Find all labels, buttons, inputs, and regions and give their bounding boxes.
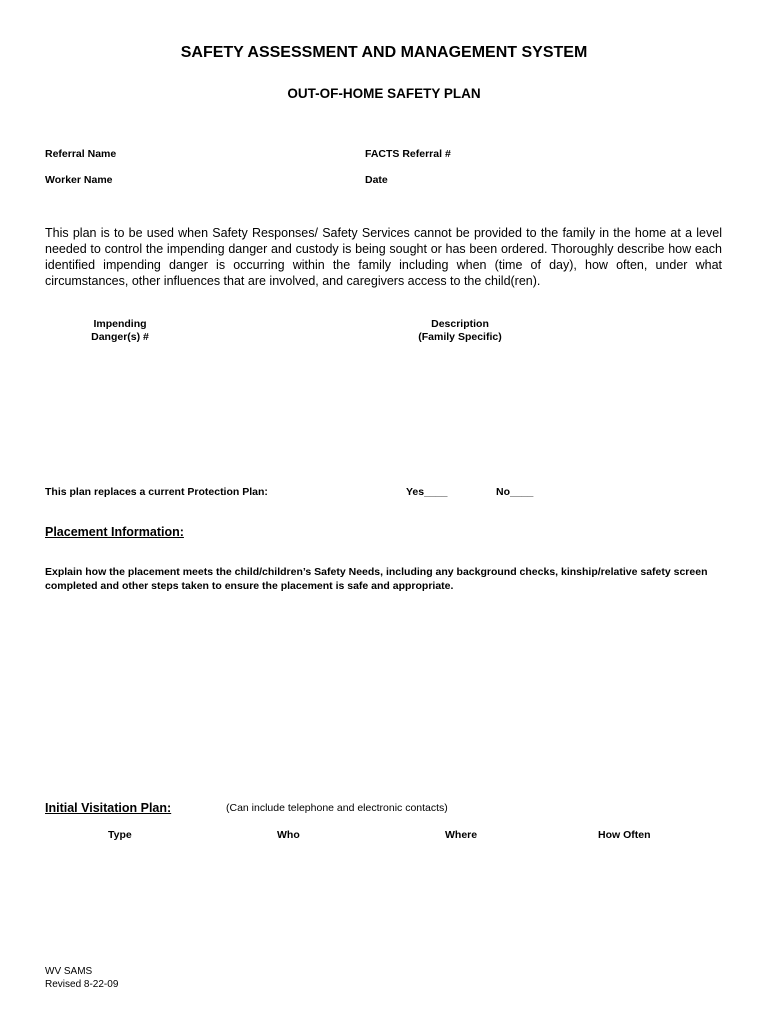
description-column-header [380,318,540,344]
visitation-column-type: Type [108,829,132,841]
referral-name-label: Referral Name [45,148,117,160]
worker-name-label: Worker Name [45,174,113,186]
footer [45,965,118,991]
date-label: Date [365,174,388,186]
intro-paragraph: This plan is to be used when Safety Responses/ Safety Services cannot be provided to the family in the home at a level needed to control the impending danger and custody is being sought or has been ordered. Thoroughly describe how each identified impending danger is occurring within the family including when (time of day), how often, under what circumstances, other influences that are involved, and caregivers access to the child(ren). [45,226,722,288]
description-header-line2: (Family Specific) [418,331,502,343]
initial-visitation-heading: Initial Visitation Plan: [45,801,172,815]
facts-referral-label: FACTS Referral # [365,148,451,160]
impending-danger-column-header [70,318,170,344]
visitation-column-where: Where [445,829,478,841]
visitation-column-who: Who [277,829,300,841]
impending-danger-header-line2: Danger(s) # [91,331,149,343]
placement-explanation: Explain how the placement meets the child/children’s Safety Needs, including any background checks, kinship/relative safety screen completed and other steps taken to ensure the placement is safe and appropriate. [45,566,708,592]
footer-line1: WV SAMS [45,966,93,977]
document-title: SAFETY ASSESSMENT AND MANAGEMENT SYSTEM [180,44,588,61]
document-subtitle: OUT-OF-HOME SAFETY PLAN [287,86,481,101]
protection-plan-question: This plan replaces a current Protection Plan: [45,486,268,498]
visitation-column-how-often: How Often [598,829,651,841]
visitation-note: (Can include telephone and electronic contacts) [226,802,448,814]
description-header-line1: Description [431,318,489,330]
protection-plan-yes: Yes____ [406,486,448,498]
protection-plan-no: No____ [496,486,534,498]
placement-information-heading: Placement Information: [45,525,184,539]
footer-line2: Revised 8-22-09 [45,979,119,990]
impending-danger-header-line1: Impending [93,318,147,330]
